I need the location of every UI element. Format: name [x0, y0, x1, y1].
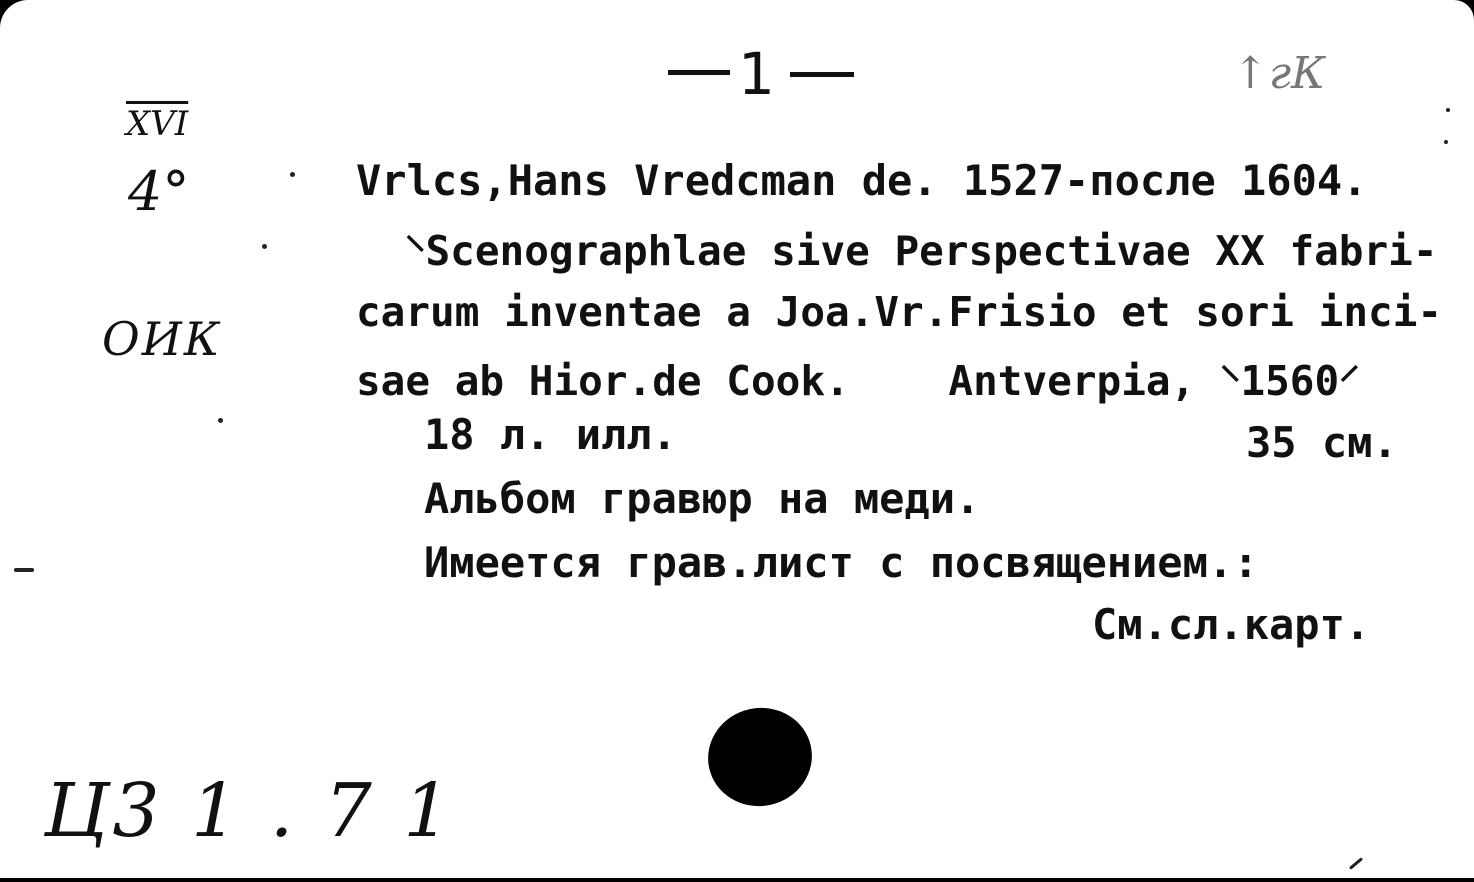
page-dash-right [790, 72, 854, 77]
continued-note: См.сл.карт. [1092, 600, 1371, 649]
collation-leaves: 18 л. илл. [424, 410, 677, 459]
page-number: 1 [738, 40, 775, 108]
title-line-1: ⸌Scenographlae sive Perspectivae XX fabri- [405, 227, 1438, 275]
collection-code: ОИК [102, 312, 222, 366]
page-dash-left [668, 70, 730, 75]
punch-hole [699, 698, 821, 815]
note-2: Имеется грав.лист с посвящением.: [424, 538, 1259, 587]
author-heading: Vrlcs,Hans Vredcman de. 1527-после 1604. [356, 156, 1368, 205]
speck [1444, 140, 1448, 144]
speck [1349, 857, 1363, 870]
century-mark: $\overline{XVI}$ [126, 104, 189, 144]
speck [1446, 108, 1450, 112]
shelfmark: Ц3 1 . 7 1 [44, 768, 455, 854]
collation-size: 35 см. [1246, 418, 1398, 467]
title-line-3: sae ab Hior.de Cook. Antverpia, ⸌1560⸍ [356, 357, 1360, 405]
speck [262, 244, 267, 249]
scan-edge-bottom [0, 878, 1474, 882]
note-1: Альбом гравюр на меди. [424, 474, 981, 523]
speck [290, 172, 295, 177]
format-mark: 4° [128, 160, 190, 223]
speck [218, 418, 223, 423]
speck [14, 568, 34, 572]
title-line-2: carum inventae a Joa.Vr.Frisio et sori inci- [356, 288, 1443, 336]
top-right-mark: ↑гК [1232, 48, 1326, 99]
